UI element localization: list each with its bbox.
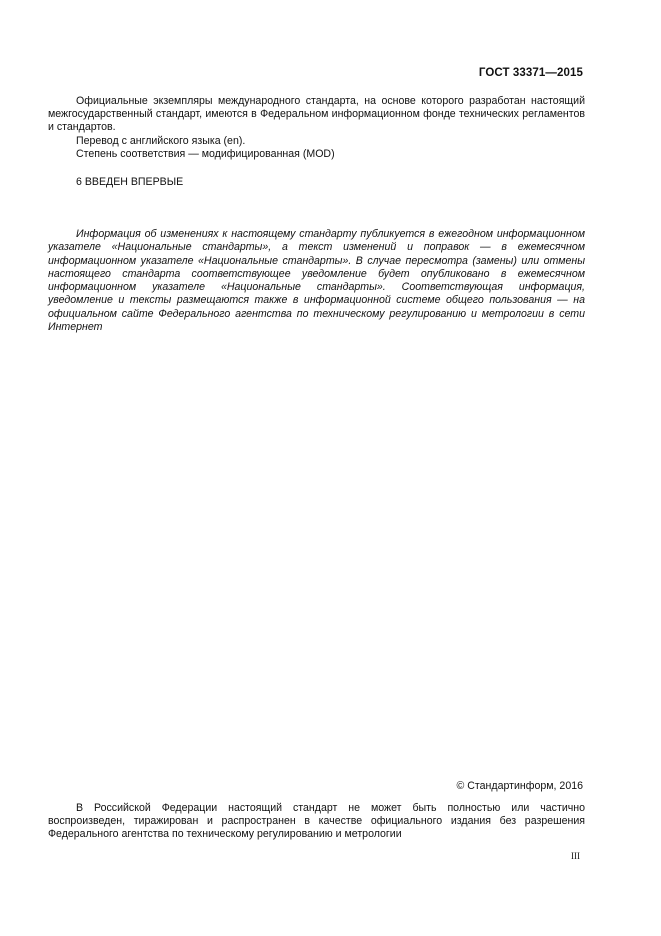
conformity-paragraph: Степень соответствия — модифицированная (MOD) <box>76 147 335 160</box>
legal-notice-block <box>48 802 585 842</box>
copyright-line: © Стандартинформ, 2016 <box>456 780 583 792</box>
info-notice-paragraph: Информация об изменениях к настоящему стандарту публикуется в ежегодном информационном указателе «Национальные стандарты», а текст изменений и поправок — в ежемесячном информационном указателе «Национальные стандарты». В случае пересмотра (замены) или отмены настоящего стандарта соответствующее уведомление будет опубликовано в ежемесячном информационном указателе «Национальные стандарты». Соответствующая информация, уведомление и тексты размещаются также в информационной системе общего пользования — на официальном сайте Федерального агентства по техническому регулированию и метрологии в сети Интернет <box>48 228 585 334</box>
section-6-heading: 6 ВВЕДЕН ВПЕРВЫЕ <box>76 176 184 188</box>
info-notice-block <box>48 228 585 334</box>
official-copies-paragraph: Официальные экземпляры международного стандарта, на основе которого разработан настоящий межгосударственный стандарт, имеются в Федеральном информационном фонде технических регламентов и стандартов. <box>48 95 585 134</box>
standard-id-header: ГОСТ 33371—2015 <box>478 67 583 79</box>
page-number: III <box>571 851 580 861</box>
translation-paragraph: Перевод с английского языка (en). <box>76 134 246 147</box>
legal-notice-paragraph: В Российской Федерации настоящий стандарт не может быть полностью или частично воспроизведен, тиражирован и распространен в качестве официального издания без разрешения Федерального агентства по техническому регулированию и метрологии <box>48 802 585 841</box>
intro-section <box>48 95 585 161</box>
section-6 <box>48 176 585 189</box>
